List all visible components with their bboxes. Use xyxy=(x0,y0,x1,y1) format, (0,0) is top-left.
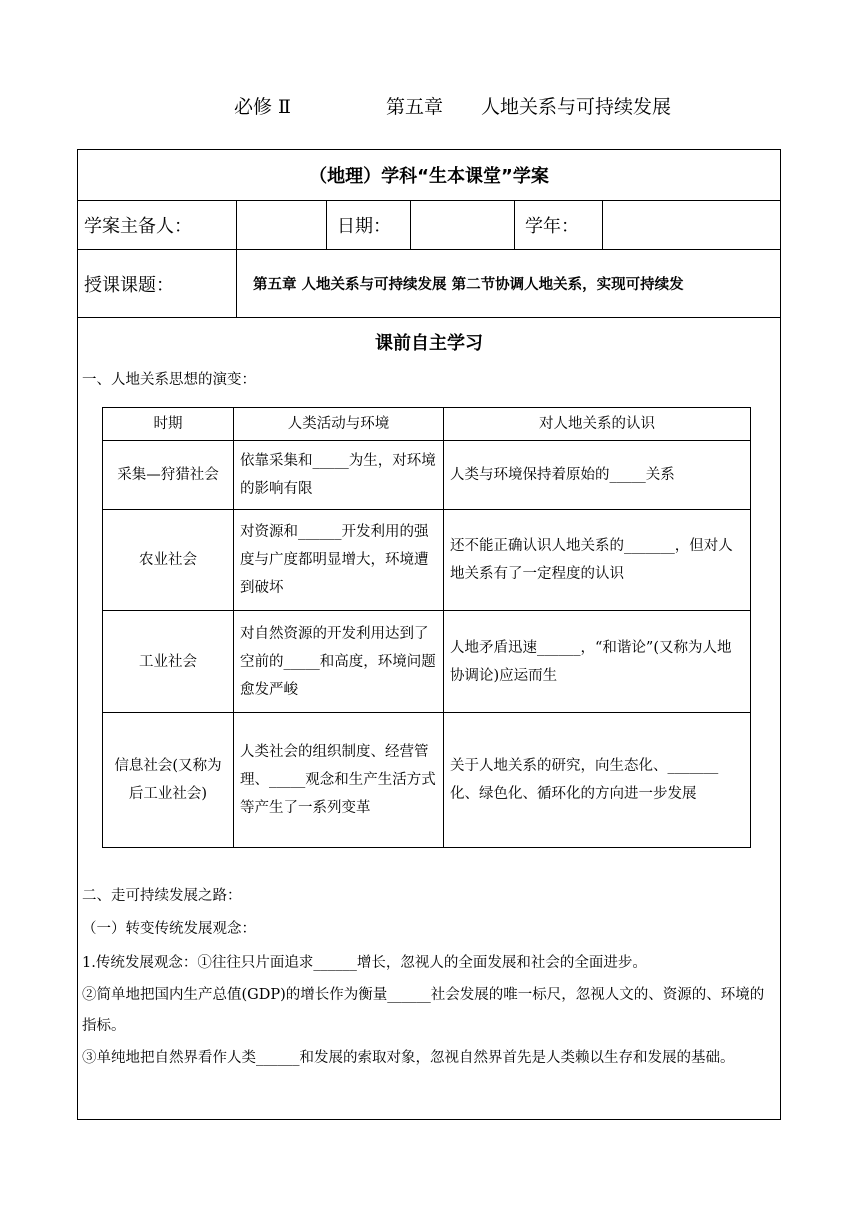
column-header: 对人地关系的认识 xyxy=(444,408,751,441)
activity-cell: 依靠采集和_____为生，对环境的影响有限 xyxy=(234,441,444,510)
study-plan-form xyxy=(77,149,781,1120)
activity-cell: 对资源和______开发利用的强度与广度都明显增大，环境遭到破坏 xyxy=(234,510,444,611)
date-field[interactable] xyxy=(410,201,514,249)
column-header: 时期 xyxy=(103,408,234,441)
paragraph-3: ③单纯地把自然界看作人类______和发展的索取对象，忽视自然界首先是人类赖以生存和发展的基础。 xyxy=(82,1050,735,1066)
period-cell: 信息社会(又称为后工业社会) xyxy=(103,713,234,848)
topic-value: 第五章 人地关系与可持续发展 第二节协调人地关系，实现可持续发 xyxy=(236,250,780,317)
understanding-cell: 还不能正确认识人地关系的_______，但对人地关系有了一定程度的认识 xyxy=(444,510,751,611)
period-cell: 采集—狩猎社会 xyxy=(103,441,234,510)
paragraph-1: 1.传统发展观念：①往往只片面追求______增长，忽视人的全面发展和社会的全面进步。 xyxy=(82,955,647,971)
activity-cell: 对自然资源的开发利用达到了空前的_____和高度，环境问题愈发严峻 xyxy=(234,611,444,713)
topic-label: 授课课题： xyxy=(84,274,174,296)
understanding-cell: 人类与环境保持着原始的_____关系 xyxy=(444,441,751,510)
evolution-table xyxy=(102,407,751,848)
table-header-row xyxy=(103,408,751,441)
part2-subheading: （一）转变传统发展观念： xyxy=(82,921,256,937)
period-cell: 农业社会 xyxy=(103,510,234,611)
course-label: 必修 Ⅱ xyxy=(234,96,291,118)
table-row xyxy=(103,611,751,713)
date-label: 日期： xyxy=(326,201,410,249)
year-label: 学年： xyxy=(514,201,602,249)
chapter-label: 第五章 xyxy=(386,96,444,118)
period-cell: 工业社会 xyxy=(103,611,234,713)
form-title-row xyxy=(78,150,780,201)
activity-cell: 人类社会的组织制度、经营管理、_____观念和生产生活方式等产生了一系列变革 xyxy=(234,713,444,848)
column-header: 人类活动与环境 xyxy=(234,408,444,441)
paragraph-2: ②简单地把国内生产总值(GDP)的增长作为衡量______社会发展的唯一标尺，忽视人文的、资源的、环境的指标。 xyxy=(82,987,765,1034)
year-field[interactable] xyxy=(602,201,780,249)
table-row xyxy=(103,510,751,611)
meta-row xyxy=(78,201,780,250)
section-title: 课前自主学习 xyxy=(375,333,483,354)
preparer-label: 学案主备人： xyxy=(84,216,192,237)
preparer-field[interactable] xyxy=(236,201,326,249)
page-header xyxy=(0,92,860,122)
part2-heading: 二、走可持续发展之路： xyxy=(82,888,242,904)
understanding-cell: 关于人地关系的研究，向生态化、_______化、绿色化、循环化的方向进一步发展 xyxy=(444,713,751,848)
part1-heading: 一、人地关系思想的演变： xyxy=(82,372,256,388)
chapter-title: 人地关系与可持续发展 xyxy=(481,96,672,118)
topic-row xyxy=(78,250,780,318)
table-row xyxy=(103,441,751,510)
table-row xyxy=(103,713,751,848)
form-title: （地理）学科“生本课堂”学案 xyxy=(309,166,549,187)
understanding-cell: 人地矛盾迅速______，“和谐论”(又称为人地协调论)应运而生 xyxy=(444,611,751,713)
